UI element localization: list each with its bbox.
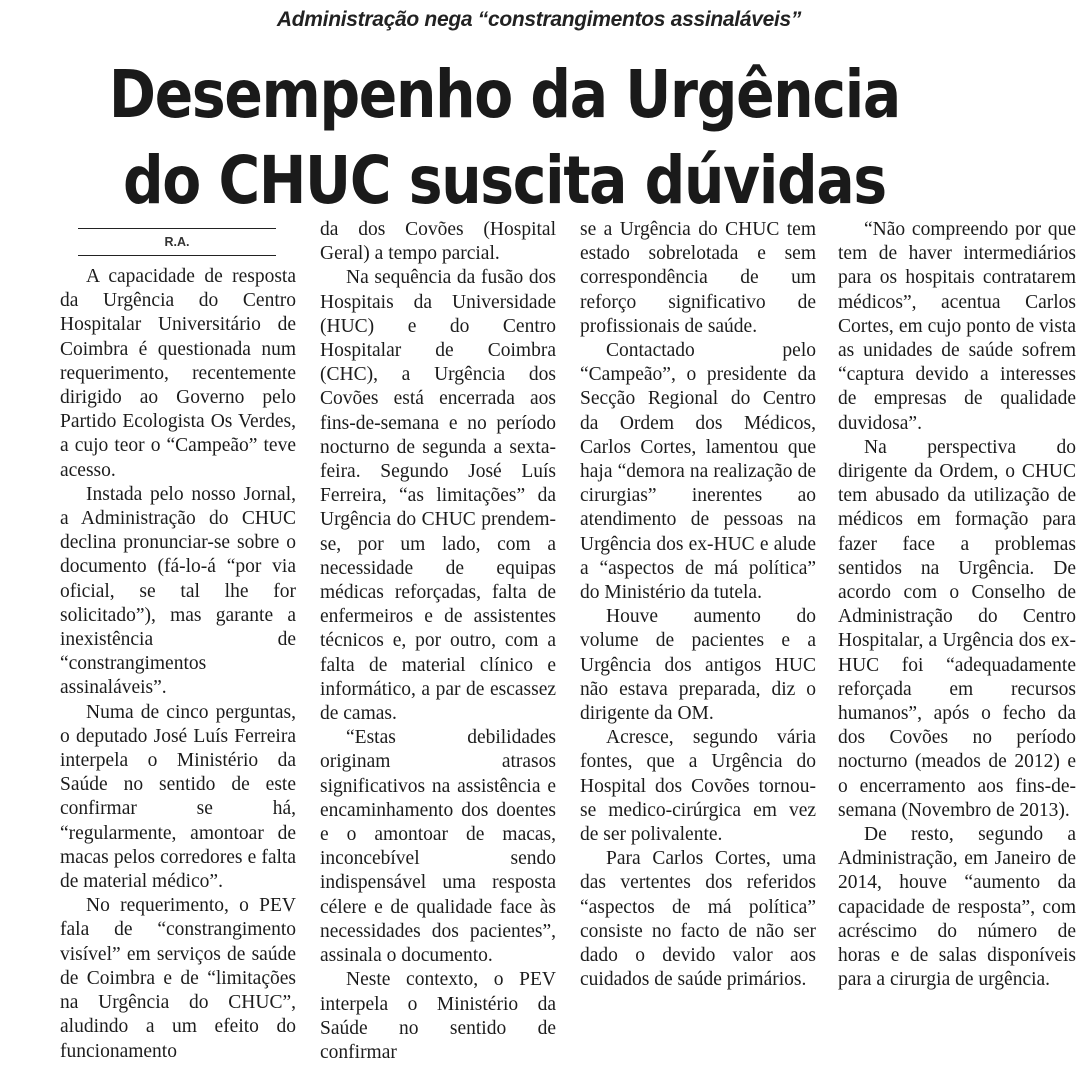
paragraph: se a Urgência do CHUC tem estado sobrelotada e sem correspondência de um reforço significativo de profissionais de saúde.	[580, 219, 816, 337]
article-column-2	[320, 218, 556, 1065]
headline-line-2: do CHUC suscita dúvidas	[122, 142, 886, 219]
paragraph: Houve aumento do volume de pacientes e a Urgência dos antigos HUC não estava preparada, diz o dirigente da OM.	[580, 606, 816, 725]
paragraph: Instada pelo nosso Jornal, a Administração do CHUC declina pronunciar-se sobre o documento (fá-lo-á “por via oficial, se tal lhe for solicitado”), mas garante a inexistência de “constrangimentos assinaláveis”.	[60, 483, 296, 699]
headline	[40, 52, 969, 224]
paragraph: Acresce, segundo vária fontes, que a Urgência do Hospital dos Covões tornou-se medico-cirúrgica em vez de ser polivalente.	[580, 727, 816, 846]
paragraph: Contactado pelo “Campeão”, o presidente da Secção Regional do Centro da Ordem dos Médicos, Carlos Cortes, lamentou que haja “demora na realização de cirurgias” inerentes ao atendimento de pessoas na Urgência dos ex-HUC e alude a “aspectos de má política” do Ministério da tutela.	[580, 340, 816, 604]
paragraph: Numa de cinco perguntas, o deputado José Luís Ferreira interpela o Ministério da Saúde no sentido de este confirmar se há, “regularmente, amontoar de macas pelos corredores e falta de material médico”.	[60, 701, 296, 893]
paragraph: Na sequência da fusão dos Hospitais da Universidade (HUC) e do Centro Hospitalar de Coimbra (CHC), a Urgência dos Covões está encerrada aos fins-de-semana e no período nocturno de segunda a sexta-feira. Segundo José Luís Ferreira, “as limitações” da Urgência do CHUC prendem-se, por um lado, com a necessidade de equipas médicas reforçadas, falta de enfermeiros e de assistentes técnicos e, por outro, com a falta de material clínico e informático, a par de escassez de camas.	[320, 267, 556, 725]
paragraph: “Estas debilidades originam atrasos significativos na assistência e encaminhamento dos doentes e o amontoar de macas, inconcebível sendo indispensável uma resposta célere e de qualidade face às necessidades dos pacientes”, assinala o documento.	[320, 727, 556, 967]
paragraph: Na perspectiva do dirigente da Ordem, o CHUC tem abusado da utilização de médicos em formação para fazer face a problemas sentidos na Urgência. De acordo com o Conselho de Administração do Centro Hospitalar, a Urgência dos ex-HUC foi “adequadamente reforçada em recursos humanos”, após o fecho da dos Covões no período nocturno (meados de 2012) e o encerramento aos fins-de-semana (Novembro de 2013).	[838, 436, 1076, 821]
headline-line-1: Desempenho da Urgência	[108, 56, 900, 133]
paragraph: Neste contexto, o PEV interpela o Ministério da Saúde no sentido de confirmar	[320, 969, 556, 1063]
article-column-4	[838, 218, 1076, 993]
article-column-1	[60, 265, 296, 1064]
paragraph: No requerimento, o PEV fala de “constrangimento visível” em serviços de saúde de Coimbra e de “limitações na Urgência do CHUC”, aludindo a um efeito do funcionamento	[60, 895, 296, 1062]
paragraph: A capacidade de resposta da Urgência do Centro Hospitalar Universitário de Coimbra é questionada num requerimento, recentemente dirigido ao Governo pelo Partido Ecologista Os Verdes, a cujo teor o “Campeão” teve acesso.	[60, 266, 296, 481]
paragraph: “Não compreendo por que tem de haver intermediários para os hospitais contratarem médicos”, acentua Carlos Cortes, em cujo ponto de vista as unidades de saúde sofrem “captura devido a interesses de empresas de qualidade duvidosa”.	[838, 219, 1076, 434]
article-column-3	[580, 218, 816, 993]
paragraph: De resto, segundo a Administração, em Janeiro de 2014, houve “aumento da capacidade de resposta”, com acréscimo do número de horas e de salas disponíveis para a cirurgia de urgência.	[838, 824, 1076, 991]
kicker: Administração nega “constrangimentos assinaláveis”	[276, 8, 802, 31]
paragraph: da dos Covões (Hospital Geral) a tempo parcial.	[320, 219, 556, 265]
byline-box	[78, 228, 276, 256]
byline: R.A.	[164, 235, 190, 249]
paragraph: Para Carlos Cortes, uma das vertentes dos referidos “aspectos de má política” consiste no facto de não ser dado o devido valor aos cuidados de saúde primários.	[580, 848, 816, 991]
